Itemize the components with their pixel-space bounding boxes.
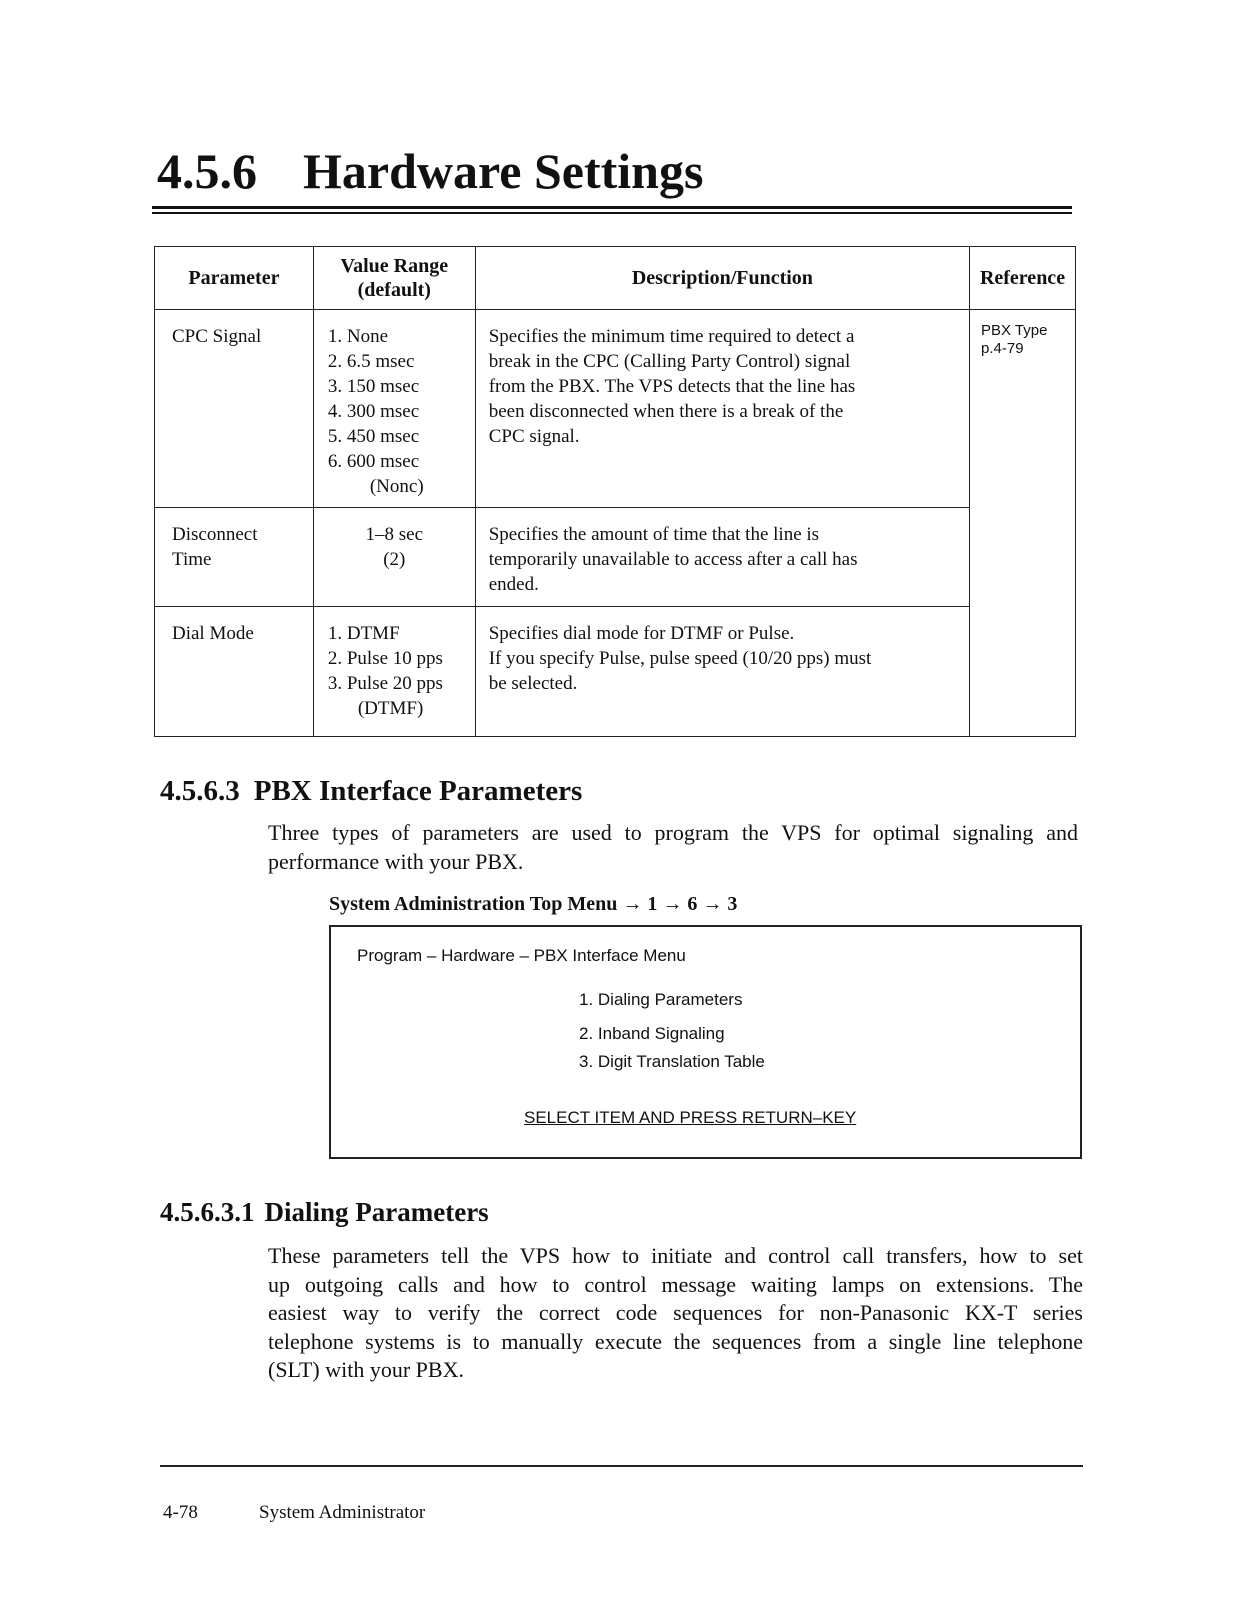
menu-prompt: SELECT ITEM AND PRESS RETURN–KEY [524,1108,857,1127]
menu-item-inband-signaling: 2. Inband Signaling [579,1024,725,1043]
menu-item-dialing-parameters: 1. Dialing Parameters [579,990,743,1009]
reference-cell: PBX Type p.4-79 [970,310,1076,737]
title-rule [152,206,1072,209]
hardware-settings-table [154,246,1076,737]
page-number: 4-78 [163,1502,198,1523]
menu-path: System Administration Top Menu → 1 → 6 → 3 [329,893,738,915]
table-row [155,508,1076,607]
header-parameter: Parameter [155,247,314,310]
pbx-interface-menu-screen [329,925,1082,1159]
param-cell: Disconnect Time [155,508,314,607]
value-cell: 1. None 2. 6.5 msec 3. 150 msec 4. 300 msec 5. 450 msec 6. 600 msec (Nonc) [313,310,475,508]
section-number: 4.5.6 [157,143,257,199]
table-row [155,607,1076,737]
table-row [155,310,1076,508]
page-title [157,142,703,200]
default-value: (Nonc) [369,476,424,497]
default-value: (DTMF) [357,698,424,719]
header-reference: Reference [970,247,1076,310]
description-cell: Specifies the amount of time that the line is temporarily unavailable to access after a call has ended. [475,508,969,607]
description-cell: Specifies dial mode for DTMF or Pulse. If you specify Pulse, pulse speed (10/20 pps) must be selected. [475,607,969,737]
footer-label: System Administrator [259,1502,426,1523]
title-rule-2 [152,212,1072,214]
table-header-row [155,247,1076,310]
value-cell: 1. DTMF 2. Pulse 10 pps 3. Pulse 20 pps (DTMF) [313,607,475,737]
section-title: Hardware Settings [303,143,704,199]
header-description: Description/Function [475,247,969,310]
dialing-paragraph: These parameters tell the VPS how to initiate and control call transfers, how to set up outgoing calls and how to control message waiting lamps on extensions. The easiest way to verify the correct code sequences for non-Panasonic KX-T series telephone systems is to manually execute the sequences from a single line telephone (SLT) with your PBX. [268,1243,1083,1382]
pbx-paragraph: Three types of parameters are used to program the VPS for optimal signaling and performance with your PBX. [268,820,1078,874]
description-cell: Specifies the minimum time required to detect a break in the CPC (Calling Party Control) signal from the PBX. The VPS detects that the line has been disconnected when there is a break of the CPC signal. [475,310,969,508]
value-cell: 1–8 sec (2) [313,508,475,607]
section-heading-dialing: 4.5.6.3.1 Dialing Parameters [160,1197,489,1227]
param-cell: CPC Signal [155,310,314,508]
footer-rule [160,1465,1083,1467]
param-cell: Dial Mode [155,607,314,737]
menu-header: Program – Hardware – PBX Interface Menu [357,946,686,965]
menu-item-digit-translation: 3. Digit Translation Table [579,1052,765,1071]
header-value-range: Value Range (default) [313,247,475,310]
default-value: (2) [383,549,406,570]
section-heading-pbx: 4.5.6.3 PBX Interface Parameters [160,775,583,807]
